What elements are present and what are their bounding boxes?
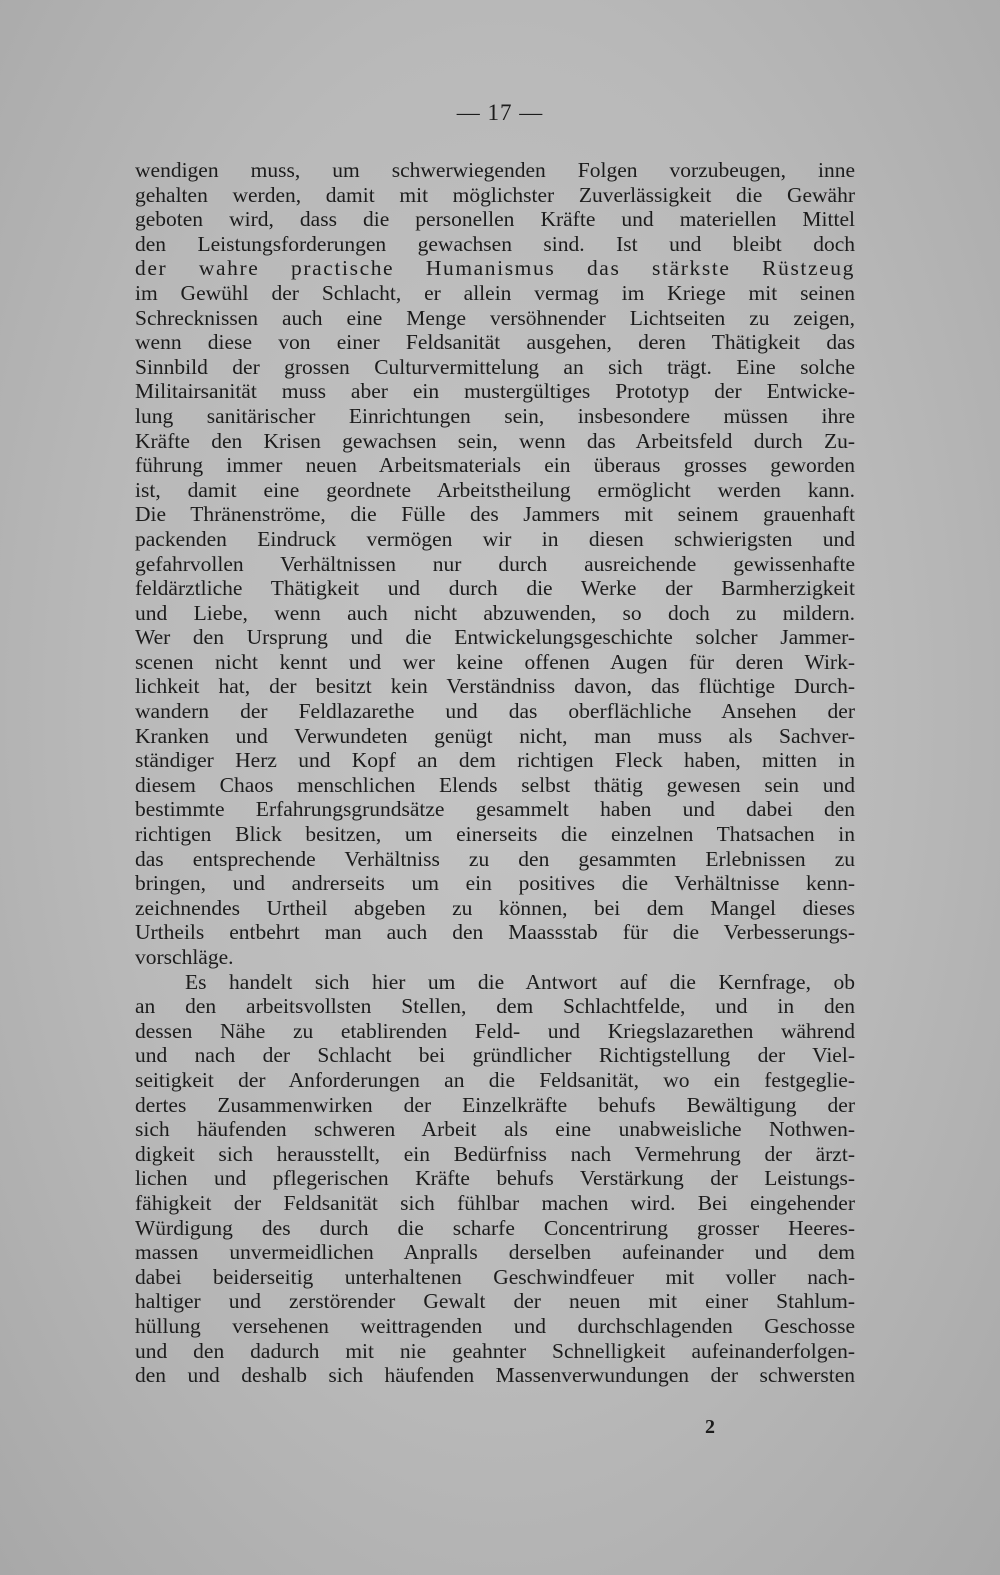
text-line: massen unvermeidlichen Anpralls derselben aufeinander und dem bbox=[135, 1240, 855, 1265]
text-line: wenn diese von einer Feldsanität ausgehen, deren Thätigkeit das bbox=[135, 330, 855, 355]
text-line: und nach der Schlacht bei gründlicher Richtigstellung der Viel- bbox=[135, 1043, 855, 1068]
text-line: Würdigung des durch die scharfe Concentrirung grosser Heeres- bbox=[135, 1215, 855, 1240]
text-line: lichen und pflegerischen Kräfte behufs Verstärkung der Leistungs- bbox=[135, 1166, 855, 1191]
text-line: Schrecknissen auch eine Menge versöhnender Lichtseiten zu zeigen, bbox=[135, 305, 855, 330]
text-line: den und deshalb sich häufenden Massenverwundungen der schwersten bbox=[135, 1363, 855, 1388]
page-number: — 17 — bbox=[456, 100, 544, 125]
text-line: im Gewühl der Schlacht, er allein vermag im Kriege mit seinen bbox=[135, 280, 855, 305]
text-line: lung sanitärischer Einrichtungen sein, insbesondere müssen ihre bbox=[135, 403, 855, 428]
text-line: Die Thränenströme, die Fülle des Jammers mit seinem grauenhaft bbox=[135, 502, 855, 527]
text-line: packenden Eindruck vermögen wir in diesen schwierigsten und bbox=[135, 526, 855, 551]
text-line: geboten wird, dass die personellen Kräfte und materiellen Mittel bbox=[135, 207, 855, 232]
text-line: Militairsanität muss aber ein mustergültiges Prototyp der Entwicke- bbox=[135, 379, 855, 404]
text-line: seitigkeit der Anforderungen an die Feldsanität, wo ein festgeglie- bbox=[135, 1067, 855, 1092]
signature-mark: 2 bbox=[705, 1416, 715, 1438]
text-line: wendigen muss, um schwerwiegenden Folgen vorzubeugen, inne bbox=[135, 158, 855, 182]
text-line: richtigen Blick besitzen, um einerseits die einzelnen Thatsachen in bbox=[135, 822, 855, 847]
text-line: wandern der Feldlazarethe und das oberflächliche Ansehen der bbox=[135, 699, 855, 724]
text-line: gehalten werden, damit mit möglichster Zuverlässigkeit die Gewähr bbox=[135, 182, 855, 207]
text-line: an den arbeitsvollsten Stellen, dem Schlachtfelde, und in den bbox=[135, 994, 855, 1019]
text-line: haltiger und zerstörender Gewalt der neuen mit einer Stahlum- bbox=[135, 1289, 855, 1314]
text-line: Wer den Ursprung und die Entwickelungsgeschichte solcher Jammer- bbox=[135, 625, 855, 650]
text-line: lichkeit hat, der besitzt kein Verständniss davon, das flüchtige Durch- bbox=[135, 674, 855, 699]
text-line: Urtheils entbehrt man auch den Maassstab für die Verbesserungs- bbox=[135, 920, 855, 945]
text-line: der wahre practische Humanismus das stärkste Rüstzeug bbox=[135, 256, 855, 281]
text-line: und den dadurch mit nie geahnter Schnelligkeit aufeinanderfolgen- bbox=[135, 1338, 855, 1363]
text-line: ist, damit eine geordnete Arbeitstheilung ermöglicht werden kann. bbox=[135, 477, 855, 502]
text-line: Kranken und Verwundeten genügt nicht, man muss als Sachver- bbox=[135, 723, 855, 748]
text-line: bringen, und andrerseits um ein positives die Verhältnisse kenn- bbox=[135, 871, 855, 896]
text-line: ständiger Herz und Kopf an dem richtigen Fleck haben, mitten in bbox=[135, 748, 855, 773]
text-line: diesem Chaos menschlichen Elends selbst thätig gewesen sein und bbox=[135, 772, 855, 797]
text-line: hüllung versehenen weittragenden und durchschlagenden Geschosse bbox=[135, 1313, 855, 1338]
text-line: fähigkeit der Feldsanität sich fühlbar machen wird. Bei eingehender bbox=[135, 1190, 855, 1215]
text-line: sich häufenden schweren Arbeit als eine unabweisliche Nothwen- bbox=[135, 1117, 855, 1142]
paragraph-start-line: Es handelt sich hier um die Antwort auf die Kernfrage, ob bbox=[185, 969, 855, 994]
paragraph-end-line: vorschläge. bbox=[135, 945, 234, 969]
text-line: dessen Nähe zu etablirenden Feld- und Kriegslazarethen während bbox=[135, 1018, 855, 1043]
text-line: digkeit sich herausstellt, ein Bedürfniss nach Vermehrung der ärzt- bbox=[135, 1141, 855, 1166]
text-line: bestimmte Erfahrungsgrundsätze gesammelt haben und dabei den bbox=[135, 797, 855, 822]
text-line: zeichnendes Urtheil abgeben zu können, bei dem Mangel dieses bbox=[135, 895, 855, 920]
text-line: dabei beiderseitig unterhaltenen Geschwindfeuer mit voller nach- bbox=[135, 1264, 855, 1289]
text-line: das entsprechende Verhältniss zu den gesammten Erlebnissen zu bbox=[135, 846, 855, 871]
text-line: scenen nicht kennt und wer keine offenen Augen für deren Wirk- bbox=[135, 649, 855, 674]
text-line: feldärztliche Thätigkeit und durch die Werke der Barmherzigkeit bbox=[135, 576, 855, 601]
body-text bbox=[135, 158, 855, 1388]
text-line: Kräfte den Krisen gewachsen sein, wenn das Arbeitsfeld durch Zu- bbox=[135, 428, 855, 453]
text-line: gefahrvollen Verhältnissen nur durch ausreichende gewissenhafte bbox=[135, 551, 855, 576]
text-line: den Leistungsforderungen gewachsen sind. Ist und bleibt doch bbox=[135, 231, 855, 256]
text-line: Sinnbild der grossen Culturvermittelung an sich trägt. Eine solche bbox=[135, 354, 855, 379]
text-line: dertes Zusammenwirken der Einzelkräfte behufs Bewältigung der bbox=[135, 1092, 855, 1117]
text-line: und Liebe, wenn auch nicht abzuwenden, so doch zu mildern. bbox=[135, 600, 855, 625]
text-line: führung immer neuen Arbeitsmaterials ein überaus grosses geworden bbox=[135, 453, 855, 478]
